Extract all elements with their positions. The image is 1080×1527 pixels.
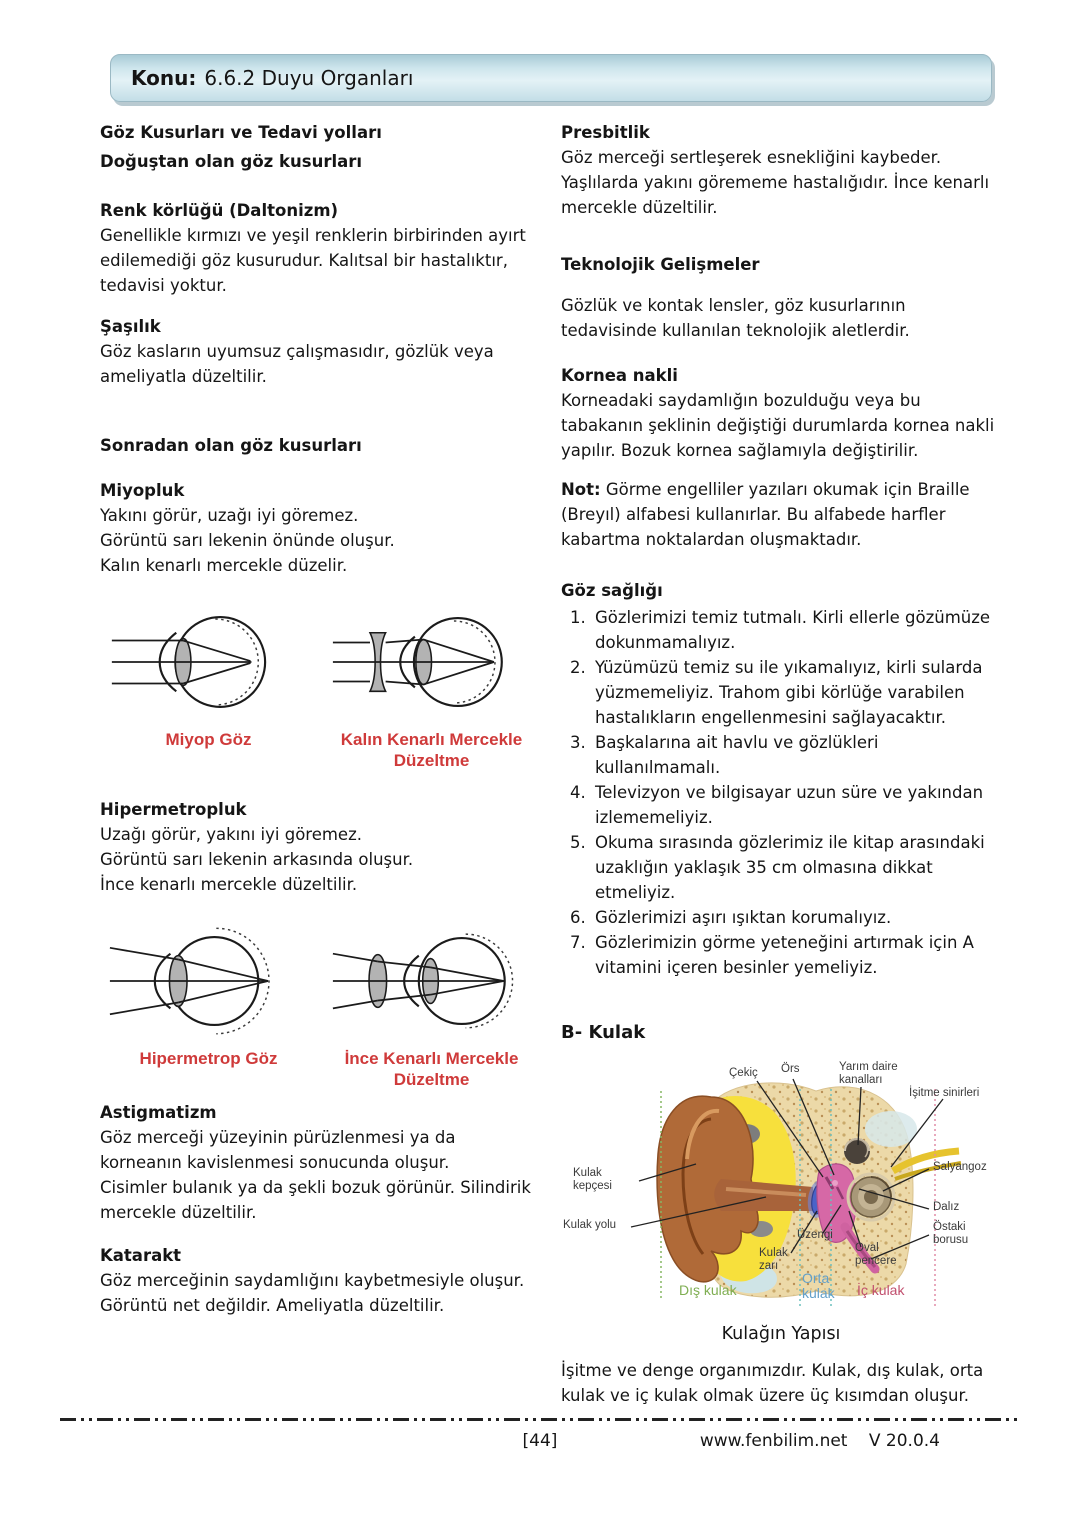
topic-banner	[110, 54, 992, 102]
hyperopic-eye-figure	[106, 919, 311, 1090]
label-oval-window: Oval pencere	[855, 1242, 897, 1267]
eye-health-item: 5. Okuma sırasında gözlerimiz ile kitap arasındaki uzaklığın yaklaşık 35 cm olmasına dikkat etmeliyiz.	[591, 830, 1001, 905]
note-body: Görme engelliler yazıları okumak için Braille (Breyıl) alfabesi kullanırlar. Bu alfabede harfler kabartma noktalardan oluşmaktadır.	[561, 480, 970, 549]
hyperopia-title: Hipermetropluk	[100, 800, 247, 819]
site-url: www.fenbilim.net	[699, 1431, 848, 1451]
light-ray	[333, 1001, 378, 1009]
footer-row	[0, 1431, 1080, 1465]
left-heading-main: Göz Kusurları ve Tedavi yolları	[100, 123, 382, 142]
light-ray	[110, 948, 178, 960]
topic-label: Konu:	[131, 66, 197, 90]
hyperopic-eye-diagram	[106, 919, 311, 1044]
presbyopia-body: Göz merceği sertleşerek esnekliğini kaybeder. Yaşlılarda yakını görememe hastalığıdır. İnce kenarlı mercekle düzeltilir.	[561, 148, 990, 217]
footer-divider-line	[60, 1418, 1020, 1421]
light-ray	[424, 640, 494, 662]
figure-caption: Kalın Kenarlı Mercekle Düzeltme	[340, 730, 523, 770]
page-number: [44]	[522, 1431, 558, 1451]
label-ear-canal: Kulak yolu	[563, 1219, 617, 1231]
eye-health-item: 4. Televizyon ve bilgisayar uzun süre ve yakından izlememeliyiz.	[591, 780, 1001, 830]
eye-health-title: Göz sağlığı	[561, 581, 663, 600]
eye-health-item: 1. Gözlerimizi temiz tutmalı. Kirli ellerle gözümüze dokunmamalıyız.	[591, 605, 1001, 655]
label-vestibule: Dalız	[933, 1201, 960, 1213]
eye-health-list	[561, 605, 1001, 980]
myopic-eye-diagram	[106, 600, 311, 725]
colorblind-title: Renk körlüğü (Daltonizm)	[100, 201, 339, 220]
myopia-title: Miyopluk	[100, 481, 185, 500]
eye-health-item: 3. Başkalarına ait havlu ve gözlükleri kullanılmamalı.	[591, 730, 1001, 780]
ear-intro-body: İşitme ve denge organımızdır. Kulak, dış kulak, orta kulak ve iç kulak olmak üzere üç kısımdan oluşur.	[561, 1361, 984, 1405]
left-column	[100, 120, 545, 1408]
footer-source	[700, 1431, 940, 1451]
ear-anatomy-figure	[561, 1059, 1001, 1314]
thick-lens-correction-diagram	[329, 600, 534, 725]
hyperopia-figure-row	[106, 919, 533, 1090]
two-column-body	[100, 120, 995, 1408]
figure-caption: İnce Kenarlı Mercekle Düzeltme	[344, 1049, 519, 1089]
label-auditory-nerves: İşitme sinirleri	[909, 1087, 980, 1099]
technology-body: Gözlük ve kontak lensler, göz kusurlarının tedavisinde kullanılan teknolojik aletlerdir.	[561, 296, 910, 340]
left-heading-acquired: Sonradan olan göz kusurları	[100, 436, 362, 455]
figure-caption: Hipermetrop Göz	[139, 1049, 278, 1068]
label-malleus: Çekiç	[729, 1067, 758, 1079]
label-stapes: Üzengi	[797, 1229, 833, 1241]
myopia-figure-row	[106, 600, 533, 771]
hyperopia-line: Görüntü sarı lekenin arkasında oluşur.	[100, 850, 414, 869]
hyperopia-line: İnce kenarlı mercekle düzeltilir.	[100, 875, 358, 894]
light-ray	[333, 954, 378, 962]
astigmatism-body: Cisimler bulanık ya da şekli bozuk görünür. Silindirik mercekle düzeltilir.	[100, 1178, 531, 1222]
label-outer-ear: Dış kulak	[679, 1282, 737, 1298]
incus-bone	[832, 1180, 838, 1186]
light-ray	[110, 1002, 178, 1014]
label-pinna: Kulak kepçesi	[573, 1167, 612, 1192]
hyperopia-line: Uzağı görür, yakını iyi göremez.	[100, 825, 362, 844]
label-cochlea: Salyangoz	[933, 1161, 987, 1173]
cornea-title: Kornea nakli	[561, 366, 678, 385]
eye-health-item: 6. Gözlerimizi aşırı ışıktan korumalıyız.	[591, 905, 1001, 930]
cataract-line: Göz merceğinin saydamlığını kaybetmesiyle oluşur.	[100, 1271, 525, 1290]
strabismus-body: Göz kasların uyumsuz çalışmasıdır, gözlük veya ameliyatla düzeltilir.	[100, 342, 494, 386]
label-middle-ear: Orta kulak	[802, 1270, 835, 1301]
myopic-eye-figure	[106, 600, 311, 771]
left-heading-congenital: Doğuştan olan göz kusurları	[100, 152, 363, 171]
braille-note	[561, 477, 1001, 552]
topic-title: 6.6.2 Duyu Organları	[204, 66, 414, 90]
right-column	[545, 120, 1001, 1408]
light-ray	[183, 663, 250, 684]
thick-lens-correction-figure	[329, 600, 534, 771]
light-ray	[431, 967, 504, 981]
label-semicircular-canals: Yarım daire kanalları	[839, 1061, 898, 1086]
cornea-body: Korneadaki saydamlığın bozulduğu veya bu tabakanın şeklinin değiştiği durumlarda kornea nakli yapılır. Bozuk kornea sağlamıyla değiştirilir.	[561, 391, 995, 460]
thin-lens-correction-figure	[329, 919, 534, 1090]
label-incus: Örs	[781, 1063, 800, 1075]
astigmatism-body: Göz merceği yüzeyinin pürüzlenmesi ya da korneanın kavislenmesi sonucunda oluşur.	[100, 1128, 456, 1172]
light-ray	[424, 662, 494, 684]
label-eardrum: Kulak zarı	[759, 1247, 788, 1272]
eye-health-item: 2. Yüzümüzü temiz su ile yıkamalıyız, kirli sularda yüzmemeliyiz. Trahom gibi körlüğe varabilen hastalıkların engellenmesini sağlayacaktır.	[591, 655, 1001, 730]
cartilage-tissue	[865, 1111, 917, 1147]
cataract-line: Görüntü net değildir. Ameliyatla düzeltilir.	[100, 1296, 445, 1315]
technology-title: Teknolojik Gelişmeler	[561, 255, 760, 274]
figure-caption: Miyop Göz	[165, 730, 252, 749]
label-inner-ear: İç kulak	[857, 1282, 905, 1298]
myopia-line: Görüntü sarı lekenin önünde oluşur.	[100, 531, 395, 550]
colorblind-body: Genellikle kırmızı ve yeşil renklerin birbirinden ayırt edilemediği göz kusurudur. Kalıtsal bir hastalıktır, tedavisi yoktur.	[100, 226, 526, 295]
myopia-line: Kalın kenarlı mercekle düzelir.	[100, 556, 348, 575]
strabismus-title: Şaşılık	[100, 317, 161, 336]
cataract-title: Katarakt	[100, 1246, 182, 1265]
astigmatism-title: Astigmatizm	[100, 1103, 217, 1122]
presbyopia-title: Presbitlik	[561, 123, 650, 142]
ear-figure-caption: Kulağın Yapısı	[721, 1324, 841, 1344]
light-ray	[431, 981, 504, 995]
eye-health-item: 7. Gözlerimizin görme yeteneğini artırmak için A vitamini içeren besinler yemeliyiz.	[591, 930, 1001, 980]
thin-lens-correction-diagram	[329, 919, 534, 1044]
myopia-line: Yakını görür, uzağı iyi göremez.	[100, 506, 359, 525]
label-eustachian-tube: Östaki borusu	[933, 1221, 969, 1246]
note-label: Not:	[561, 480, 601, 499]
page-footer	[0, 1418, 1080, 1465]
version-number: V 20.0.4	[868, 1431, 940, 1451]
ear-section-heading: B- Kulak	[561, 1022, 646, 1043]
light-ray	[183, 641, 250, 662]
